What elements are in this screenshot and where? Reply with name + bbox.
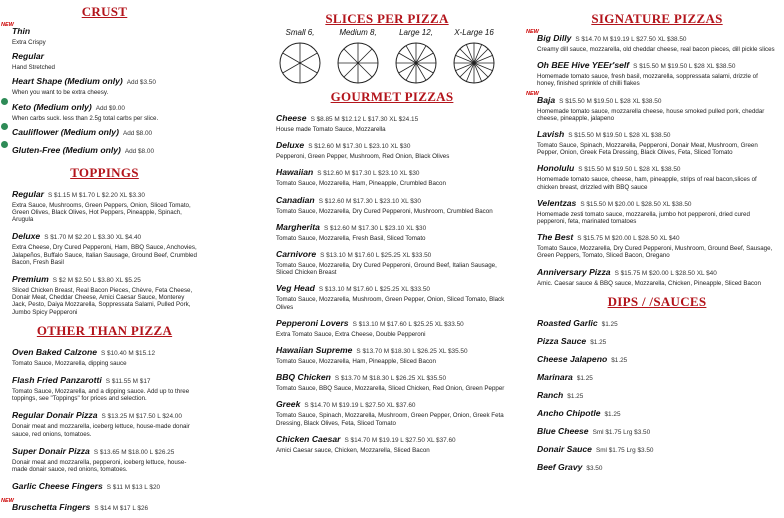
item-line [12,497,197,515]
menu-item [1,21,197,46]
item-line [537,158,777,176]
item-line [537,227,777,245]
item-price: S $14.70 M $19.19 L $27.50 XL $37.60 [344,436,456,444]
item-name: Lavish [537,129,565,140]
item-name: Garlic Cheese Fingers [12,481,103,492]
item-line [276,162,508,180]
item-name: Oh BEE Hive YEEr'self [537,60,630,71]
menu-item [537,403,777,421]
item-description: Tomato Sauce, Mozzarella, Dry Cured Pepperoni, Mushroom, Ground Beef, Sausage, Green Peppers, Tomato, Sliced Bacon, Oregano [537,245,773,260]
item-line [276,278,508,296]
menu-item [12,226,197,266]
item-line [12,226,197,244]
menu-item [276,340,508,365]
menu-item [276,108,508,133]
menu-item [537,124,777,156]
item-line [537,457,777,475]
slice-cut [474,63,488,77]
keto-icon [1,123,8,130]
item-name: Regular [12,188,44,199]
item-name: Veg Head [276,283,315,294]
item-line [537,313,777,331]
menu-item [12,122,197,140]
item-name: Canadian [276,194,315,205]
item-price: S $13.10 M $17.60 L $25.25 XL $33.50 [320,252,432,260]
item-name: Ranch [537,389,564,400]
slice-label: Small 6, [285,28,315,37]
item-description: Tomato Sauce, Mozzarella, Fresh Basil, Sliced Tomato [276,234,426,242]
menu-item [276,429,508,454]
item-price: S $13.70 M $18.30 L $26.25 XL $35.50 [356,348,468,356]
menu-item [276,162,508,187]
item-name: Chicken Caesar [276,433,341,444]
menu-item [12,342,197,367]
slice-cut [300,53,317,63]
item-line [537,331,777,349]
item-line [276,367,508,385]
item-name: Deluxe [12,231,41,242]
item-price: Add $8.00 [122,129,153,137]
item-price: $1.25 [567,392,584,400]
item-description: Tomato Sauce, Mozzarella, Ham, Pineapple, Crumbled Bacon [276,180,446,188]
item-description: Homemade tomato sauce, cheese, ham, pineapple, strips of real bacon,slices of chicken breast, drizzled with BBQ sauce [537,176,757,191]
menu-item [12,71,197,96]
item-line [276,244,508,262]
item-name: Hawaiian [276,167,314,178]
item-price: S $2 M $2.50 L $3.80 XL $5.25 [52,277,141,285]
item-price: $1.25 [601,320,618,328]
slice-circle [278,41,322,85]
item-name: Velentzas [537,197,577,208]
item-name: The Best [537,232,574,243]
item-line [12,269,197,287]
item-name: Pepperoni Lovers [276,317,349,328]
item-price: Sml $1.75 Lrg $3.50 [592,428,651,436]
item-line [537,262,777,280]
slice-cut [358,63,372,77]
item-price: S $12.60 M $17.30 L $23.10 XL $30 [318,197,421,205]
item-name: Marinara [537,371,573,382]
item-price: S $13.10 M $17.60 L $25.25 XL $33.50 [318,286,430,294]
item-name: Heart Shape (Medium only) [12,76,123,87]
menu-item [537,439,777,457]
signature-list [526,28,777,287]
item-name: Keto (Medium only) [12,101,92,112]
item-price: Sml $1.75 Lrg $3.50 [595,446,654,454]
item-line [537,90,777,108]
item-name: Super Donair Pizza [12,445,90,456]
item-line [276,313,508,331]
new-badge: NEW [526,29,539,35]
item-name: Carnivore [276,249,317,260]
menu-item [12,405,197,437]
item-name: Honolulu [537,163,575,174]
slices-diagram [276,28,508,88]
item-price: S $15.50 M $19.50 L $28 XL $38.50 [568,132,671,140]
keto-icon [1,98,8,105]
item-name: Flash Fried Panzarotti [12,375,102,386]
item-price: S $10.40 M $15.12 [101,349,156,357]
item-price: S $12.60 M $17.30 L $23.10 XL $30 [308,143,411,151]
item-description: When you want to be extra cheesy. [12,89,109,97]
item-name: Blue Cheese [537,425,589,436]
item-name: Premium [12,274,49,285]
item-description: Tomato Sauce, Mozzarella, dipping sauce [12,359,127,367]
item-name: Beef Gravy [537,461,583,472]
item-name: Ancho Chipotle [537,407,601,418]
item-price: $1.25 [576,374,593,382]
item-line [537,439,777,457]
item-line [537,367,777,385]
item-line [537,421,777,439]
menu-item [12,476,197,494]
item-line [12,342,197,360]
item-description: Tomato Sauce, Mozzarella, Dry Cured Pepperoni, Ground Beef, Italian Sausage, Sliced Chicken Breast [276,262,497,277]
item-name: Cheese [276,113,307,123]
slice-cut [474,49,488,63]
item-price: S $15.50 M $20.00 L $28.50 XL $38.50 [580,200,692,208]
slice-cut [358,49,372,63]
menu-item [537,158,777,190]
gourmet-heading: GOURMET PIZZAS [330,89,454,104]
signature-heading: SIGNATURE PIZZAS [591,11,723,26]
item-name: Regular Donair Pizza [12,410,98,421]
item-description: Tomato Sauce, BBQ Sauce, Mozzarella, Sliced Chicken, Red Onion, Green Pepper [276,385,505,393]
item-line [276,217,508,235]
slice-circle [336,41,380,85]
menu-item [537,227,777,259]
menu-item [276,313,508,338]
slice-label: Large 12, [399,28,433,37]
slice-cut [344,49,358,63]
item-price: S $15.50 M $19.50 L $28 XL $38.50 [578,166,681,174]
menu-item [537,193,777,225]
item-line [12,370,197,388]
slice-circle [452,41,496,85]
item-name: Thin [12,26,31,36]
item-line [12,122,197,140]
item-price: S $14.70 M $19.19 L $27.50 XL $37.60 [304,402,416,410]
item-line [12,405,197,423]
item-description: Tomato Sauce, Mozzarella, Mushroom, Green Pepper, Onion, Sliced Tomato, Black Olives [276,296,505,311]
menu-item [12,97,197,122]
item-name: Regular [12,51,44,62]
menu-item [537,349,777,367]
middle-column [276,0,508,456]
item-name: Roasted Garlic [537,317,598,328]
item-name: Oven Baked Calzone [12,346,98,357]
menu-item [276,244,508,276]
item-line [537,403,777,421]
menu-item [276,190,508,215]
item-description: Extra Cheese, Dry Cured Pepperoni, Ham, BBQ Sauce, Anchovies, Jalapeños, Buffalo Sauce, Italian Sausage, Ground Beef, Crumbled Bacon, Fresh Basil [12,244,197,266]
item-description: Homemade zesti tomato sauce, mozzarella, jumbo hot pepperoni, dried cured pepperoni, feta, marinated tomatoes [537,210,750,226]
item-description: Homemade tomato sauce, fresh basil, mozzarella, soppressata salami, drizzle of honey, finished sprinkle of chilli flakes [537,73,758,88]
item-price: $1.25 [604,410,621,418]
item-line [12,140,197,158]
item-name: Gluten-Free (Medium only) [12,144,121,155]
item-price: S $13.25 M $17.50 L $24.00 [101,413,182,421]
item-name: Big Dilly [537,33,572,43]
item-line [537,55,777,73]
menu-item [12,140,197,158]
item-description: Extra Crispy [12,39,46,46]
left-column [1,0,197,518]
item-price: S $11 M $13 L $20 [106,484,161,492]
item-description: Donair meat and mozzarella, pepperoni, iceberg lettuce, house-made donair sauce, red onions, tomatoes. [12,458,187,474]
item-name: Cauliflower (Medium only) [12,126,119,137]
item-line [12,46,197,64]
item-price: Add $9.00 [95,104,125,112]
menu-item [276,278,508,310]
slice-label: Medium 8, [339,28,377,37]
item-description: Tomato Sauce, Mozzarella, Dry Cured Pepperoni, Mushroom, Crumbled Bacon [276,207,493,215]
item-price: S $13.65 M $18.00 L $26.25 [93,448,175,456]
slice-cut [460,63,474,77]
item-line [12,21,197,39]
menu-item [276,217,508,242]
menu-item [12,441,197,473]
item-description: Amici Caesar sauce, Chicken, Mozzarella, Sliced Bacon [276,446,430,454]
item-price: Add $3.50 [126,79,156,87]
item-name: Deluxe [276,140,305,151]
slice-cut [344,63,358,77]
item-line [276,190,508,208]
item-line [276,135,508,153]
item-description: Extra Sauce, Mushrooms, Green Peppers, Onion, Sliced Tomato, Green Olives, Black Olives, Hot Peppers, Pineapple, Spinach, Arugula [12,201,191,224]
item-name: Donair Sauce [537,443,592,454]
menu-item [537,331,777,349]
item-description: Tomato Sauce, Spinach, Mozzarella, Pepperoni, Donair Meat, Mushroom, Green Pepper, Onion, Greek Feta Dressing, Black Olives, Feta, Sliced Tomato [537,142,758,157]
item-description: Creamy dill sauce, mozzarella, old cheddar cheese, real bacon pieces, dill pickle slices [537,46,775,53]
other-heading: OTHER THAN PIZZA [36,322,173,338]
menu-item [537,457,777,475]
toppings-list [12,184,197,316]
keto-icon [1,141,8,148]
item-name: Baja [537,94,556,105]
item-line [537,124,777,142]
menu-item [526,28,777,53]
item-name: BBQ Chicken [276,372,331,383]
item-price: S $8.85 M $12.12 L $17.30 XL $24.15 [310,116,419,123]
menu-item [12,370,197,402]
item-description: Hand Stretched [12,64,55,72]
slice-cut [283,63,300,73]
slice-label: X-Large 16 [454,28,494,37]
slice-cut [460,49,474,63]
item-description: Sliced Chicken Breast, Real Bacon Pieces, Chèvre, Feta Cheese, Donair Meat, Cheddar Cheese, Amici Caesar Sauce, Monterey Jack, Pesto, Daiya Mozzarella, Soppressata Salami, Pulled Pork, Jumbo Spicy Pepperoni [12,287,193,316]
item-line [12,97,197,115]
item-description: Tomato Sauce, Spinach, Mozzarella, Mushroom, Green Pepper, Onion, Greek Feta Dressing, Black Olives, Feta, Sliced Tomato [276,412,504,427]
item-name: Hawaiian Supreme [276,345,353,356]
menu-item [537,55,777,87]
item-line [12,184,197,202]
menu-item [12,46,197,71]
item-description: Donair meat and mozzarella, iceberg lettuce, house-made donair sauce, red onions, tomatoes. [12,423,190,438]
item-price: $1.25 [590,338,607,346]
menu-item [526,90,777,122]
slice-circle [394,41,438,85]
toppings-heading: TOPPINGS [70,164,139,180]
dips-heading: DIPS / /SAUCES [607,293,707,309]
menu-item [276,135,508,160]
item-line [12,71,197,89]
item-line [276,394,508,412]
right-column [526,0,777,475]
item-name: Pizza Sauce [537,335,587,346]
item-name: Anniversary Pizza [537,266,611,277]
item-description: Pepperoni, Green Pepper, Mushroom, Red Onion, Black Olives [276,153,450,161]
item-line [12,441,197,459]
item-description: Amic. Caesar sauce & BBQ sauce, Mozzarella, Chicken, Pineapple, Sliced Bacon [537,279,761,287]
item-price: S $14.70 M $19.19 L $27.50 XL $38.50 [575,36,687,43]
item-price: S $15.50 M $19.50 L $28 XL $38.50 [633,63,736,71]
item-price: S $14 M $17 L $26 [94,505,149,513]
item-price: S $13.70 M $18.30 L $26.25 XL $35.50 [334,375,447,383]
menu-item [12,184,197,224]
item-name: Bruschetta Fingers [12,502,91,513]
item-description: Tomato Sauce, Mozzarella, and a dipping sauce. Add up to three toppings, see "Toppings" for prices and selection. [12,388,190,403]
new-badge: NEW [1,498,14,505]
item-price: S $1.15 M $1.70 L $2.20 XL $3.30 [48,191,145,199]
item-line [537,193,777,211]
item-price: S $13.10 M $17.60 L $25.25 XL $33.50 [352,320,464,328]
item-line [276,108,508,126]
menu-item [12,269,197,316]
menu-item [537,367,777,385]
item-price: $1.25 [611,356,628,364]
menu-item [537,421,777,439]
item-description: When carbs suck. less than 2.5g total carbs per slice. [12,114,159,122]
item-line [276,340,508,358]
menu-item [537,385,777,403]
item-line [276,429,508,447]
item-description: Extra Tomato Sauce, Extra Cheese, Double Pepperoni [276,330,426,338]
item-price: S $12.60 M $17.30 L $23.10 XL $30 [323,224,427,232]
item-description: Homemade tomato sauce, mozzarella cheese, house smoked pulled pork, cheddar cheese, pineapple, jalapeno [537,107,765,122]
other-list [1,342,197,515]
item-price: S $12.60 M $17.30 L $23.10 XL $30 [317,170,420,178]
item-line [537,385,777,403]
slices-heading: SLICES PER PIZZA [325,11,449,26]
menu-item [276,394,508,426]
slice-cut [283,53,300,63]
item-name: Greek [276,399,301,410]
item-line [12,476,197,494]
crust-heading: CRUST [81,4,128,19]
new-badge: NEW [1,22,14,28]
dips-list [537,313,777,475]
item-price: S $15.75 M $20.00 L $28.50 XL $40 [577,235,680,243]
item-name: Cheese Jalapeno [537,353,608,364]
item-price: S $11.55 M $17 [105,378,151,386]
item-description: Tomato Sauce, Mozzarella, Ham, Pineapple, Sliced Bacon [276,358,436,366]
item-price: S $15.75 M $20.00 L $28.50 XL $40 [614,269,717,277]
menu-item [1,497,197,515]
item-price: S $15.50 M $19.50 L $28 XL $38.50 [559,97,662,105]
item-line [537,28,777,46]
item-name: Margherita [276,221,320,232]
item-price: S $1.70 M $2.20 L $3.30 XL $4.40 [44,234,142,242]
slice-cut [300,63,317,73]
menu-item [537,262,777,287]
gourmet-list [276,108,508,454]
item-line [537,349,777,367]
menu-item [537,313,777,331]
menu-item [276,367,508,392]
item-price: $3.50 [586,464,603,472]
item-description: House made Tomato Sauce, Mozzarella [276,126,386,133]
crust-list [1,21,197,158]
item-price: Add $8.00 [124,147,154,155]
new-badge: NEW [526,90,539,97]
